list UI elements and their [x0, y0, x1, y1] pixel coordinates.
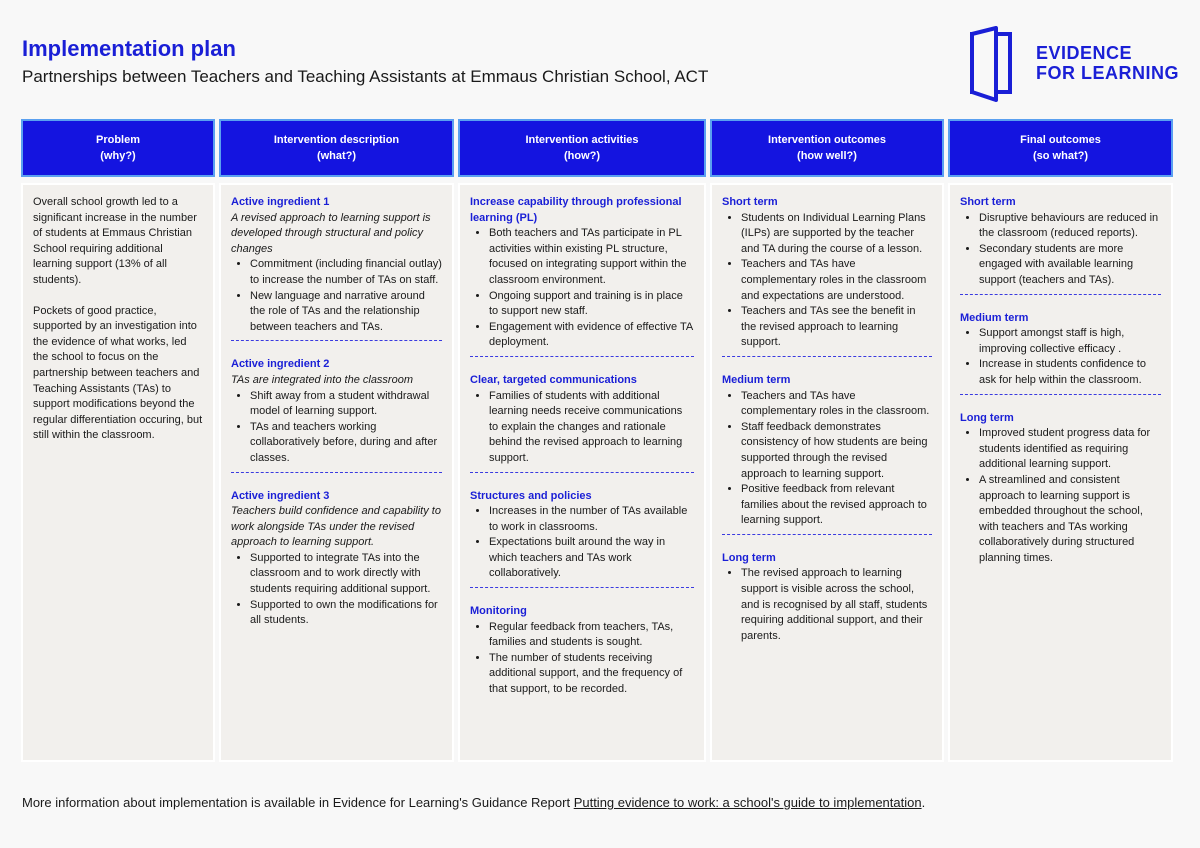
list-item: • Teachers and TAs have complementary roles in the classroom.	[741, 389, 932, 420]
column-header	[219, 119, 454, 177]
column-final-outcomes	[948, 119, 1173, 762]
divider	[470, 472, 694, 474]
list-item: • Shift away from a student withdrawal model of learning support.	[250, 389, 442, 420]
footer-end: .	[921, 795, 926, 810]
open-door-icon	[966, 26, 1026, 102]
section-heading: Long term	[722, 551, 776, 564]
problem-paragraph-2: Pockets of good practice, supported by an investigation into the evidence of what works, led the school to focus on the partnership between teachers and Teaching Assistants (TAs) to support modifications beyond the regular differentiation occuring, but still within the classroom.	[33, 304, 203, 442]
list-item: • Improved student progress data for students identified as requiring additional learning support.	[979, 426, 1161, 473]
list-item: • Students on Individual Learning Plans (ILPs) are supported by the teacher and TA during the course of a lesson.	[741, 211, 932, 258]
guidance-report-link[interactable]: Putting evidence to work: a school's guide to implementation	[573, 795, 922, 810]
column-subtitle: (why?)	[100, 150, 136, 162]
evidence-for-learning-logo	[966, 26, 1186, 102]
column-subtitle: (what?)	[316, 150, 357, 162]
column-title: Intervention description	[273, 134, 400, 146]
list-item: • The revised approach to learning support is visible across the school, and is recognised by all staff, students requiring additional support, and their parents.	[741, 566, 932, 644]
footer-text: More information about implementation is available in Evidence for Learning's Guidance Report	[22, 795, 574, 810]
column-title: Final outcomes	[1020, 134, 1101, 146]
column-problem	[21, 119, 215, 762]
column-subtitle: (how well?)	[797, 150, 857, 162]
list-item: • TAs and teachers working collaboratively before, during and after classes.	[250, 420, 442, 467]
column-intervention-description	[219, 119, 454, 762]
problem-paragraph-1: Overall school growth led to a significant increase in the number of students at Emmaus Christian School requiring additional learning support (13% of all students).	[33, 196, 197, 286]
divider	[722, 356, 932, 358]
section-heading: Active ingredient 2	[231, 358, 330, 371]
list-item: • Ongoing support and training is in place to support new staff.	[489, 289, 694, 320]
column-body	[948, 183, 1173, 762]
section-heading: Short term	[722, 196, 778, 208]
list-item: • Both teachers and TAs participate in PL activities within existing PL structure, focused on integrating support within the classroom environment.	[489, 226, 694, 288]
list-item: • Families of students with additional learning needs receive communications to explain the changes and rationale behind the revised approach to learning support.	[489, 389, 694, 467]
section-heading: Medium term	[722, 373, 791, 386]
column-body	[458, 183, 706, 762]
column-body	[710, 183, 944, 762]
list-item: • New language and narrative around the role of TAs and the relationship between teachers and TAs.	[250, 289, 442, 336]
column-intervention-outcomes	[710, 119, 944, 762]
section-heading: Clear, targeted communications	[470, 373, 637, 386]
list-item: • Increases in the number of TAs available to work in classrooms.	[489, 504, 694, 535]
divider	[470, 356, 694, 358]
bullet-list	[960, 326, 1161, 388]
bullet-list	[231, 389, 442, 467]
column-header	[710, 119, 944, 177]
bullet-list	[722, 211, 932, 351]
divider	[470, 587, 694, 589]
bullet-list	[470, 389, 694, 467]
section-heading: Monitoring	[470, 605, 527, 618]
column-title: Intervention activities	[525, 134, 639, 146]
logo-text	[1036, 43, 1179, 83]
section-intro: A revised approach to learning support is developed through structural and policy changes	[231, 211, 431, 255]
column-header	[21, 119, 215, 177]
section-heading: Active ingredient 1	[231, 196, 330, 208]
bullet-list	[722, 389, 932, 529]
list-item: • Expectations built around the way in which teachers and TAs work collaboratively.	[489, 535, 694, 582]
section-heading: Increase capability through professional learning (PL)	[470, 196, 682, 224]
page-subtitle: Partnerships between Teachers and Teaching Assistants at Emmaus Christian School, ACT	[22, 67, 709, 86]
column-body	[219, 183, 454, 762]
list-item: • Secondary students are more engaged with available learning support (teachers and TAs).	[979, 242, 1161, 289]
list-item: • Increase in students confidence to ask for help within the classroom.	[979, 357, 1161, 388]
bullet-list	[470, 504, 694, 582]
list-item: • Positive feedback from relevant families about the revised approach to learning support.	[741, 482, 932, 529]
section-heading: Active ingredient 3	[231, 489, 330, 502]
column-body	[21, 183, 215, 762]
divider	[231, 340, 442, 342]
column-subtitle: (how?)	[563, 150, 601, 162]
list-item: • Support amongst staff is high, improving collective efficacy .	[979, 326, 1161, 357]
list-item: • Teachers and TAs see the benefit in the revised approach to learning support.	[741, 304, 932, 351]
bullet-list	[960, 426, 1161, 566]
column-subtitle: (so what?)	[1033, 150, 1088, 162]
divider	[960, 394, 1161, 396]
divider	[722, 534, 932, 536]
list-item: • A streamlined and consistent approach to learning support is embedded throughout the school, with teachers and TAs working collaboratively during structured planning times.	[979, 473, 1161, 567]
page-title: Implementation plan	[22, 36, 236, 61]
list-item: • Staff feedback demonstrates consistency of how students are being supported through the revised approach to learning support.	[741, 420, 932, 482]
bullet-list	[231, 551, 442, 629]
section-heading: Short term	[960, 196, 1016, 208]
section-intro: TAs are integrated into the classroom	[231, 373, 413, 386]
bullet-list	[470, 620, 694, 698]
section-heading: Long term	[960, 411, 1014, 424]
list-item: • Supported to integrate TAs into the classroom and to work directly with students requiring additional support.	[250, 551, 442, 598]
logo-line-1: EVIDENCE	[1036, 43, 1133, 63]
list-item: • Supported to own the modifications for all students.	[250, 598, 442, 629]
logo-line-2: FOR LEARNING	[1036, 63, 1179, 83]
list-item: • Regular feedback from teachers, TAs, families and students is sought.	[489, 620, 694, 651]
column-intervention-activities	[458, 119, 706, 762]
list-item: • Disruptive behaviours are reduced in the classroom (reduced reports).	[979, 211, 1161, 242]
column-title: Intervention outcomes	[768, 134, 886, 146]
divider	[960, 294, 1161, 296]
bullet-list	[231, 257, 442, 335]
section-intro: Teachers build confidence and capability to work alongside TAs under the revised approach to learning support.	[231, 505, 441, 549]
divider	[231, 472, 442, 474]
bullet-list	[722, 566, 932, 644]
column-header	[458, 119, 706, 177]
column-header	[948, 119, 1173, 177]
bullet-list	[960, 211, 1161, 289]
list-item: • Engagement with evidence of effective TA deployment.	[489, 320, 694, 351]
footer-note	[22, 795, 925, 810]
section-heading: Structures and policies	[470, 489, 592, 502]
column-title: Problem	[95, 134, 140, 146]
list-item: • The number of students receiving additional support, and the frequency of that support, to be recorded.	[489, 651, 694, 698]
implementation-table	[21, 119, 1173, 762]
section-heading: Medium term	[960, 311, 1029, 324]
bullet-list	[470, 226, 694, 351]
list-item: • Commitment (including financial outlay) to increase the number of TAs on staff.	[250, 257, 442, 288]
list-item: • Teachers and TAs have complementary roles in the classroom and expectations are understood.	[741, 257, 932, 304]
